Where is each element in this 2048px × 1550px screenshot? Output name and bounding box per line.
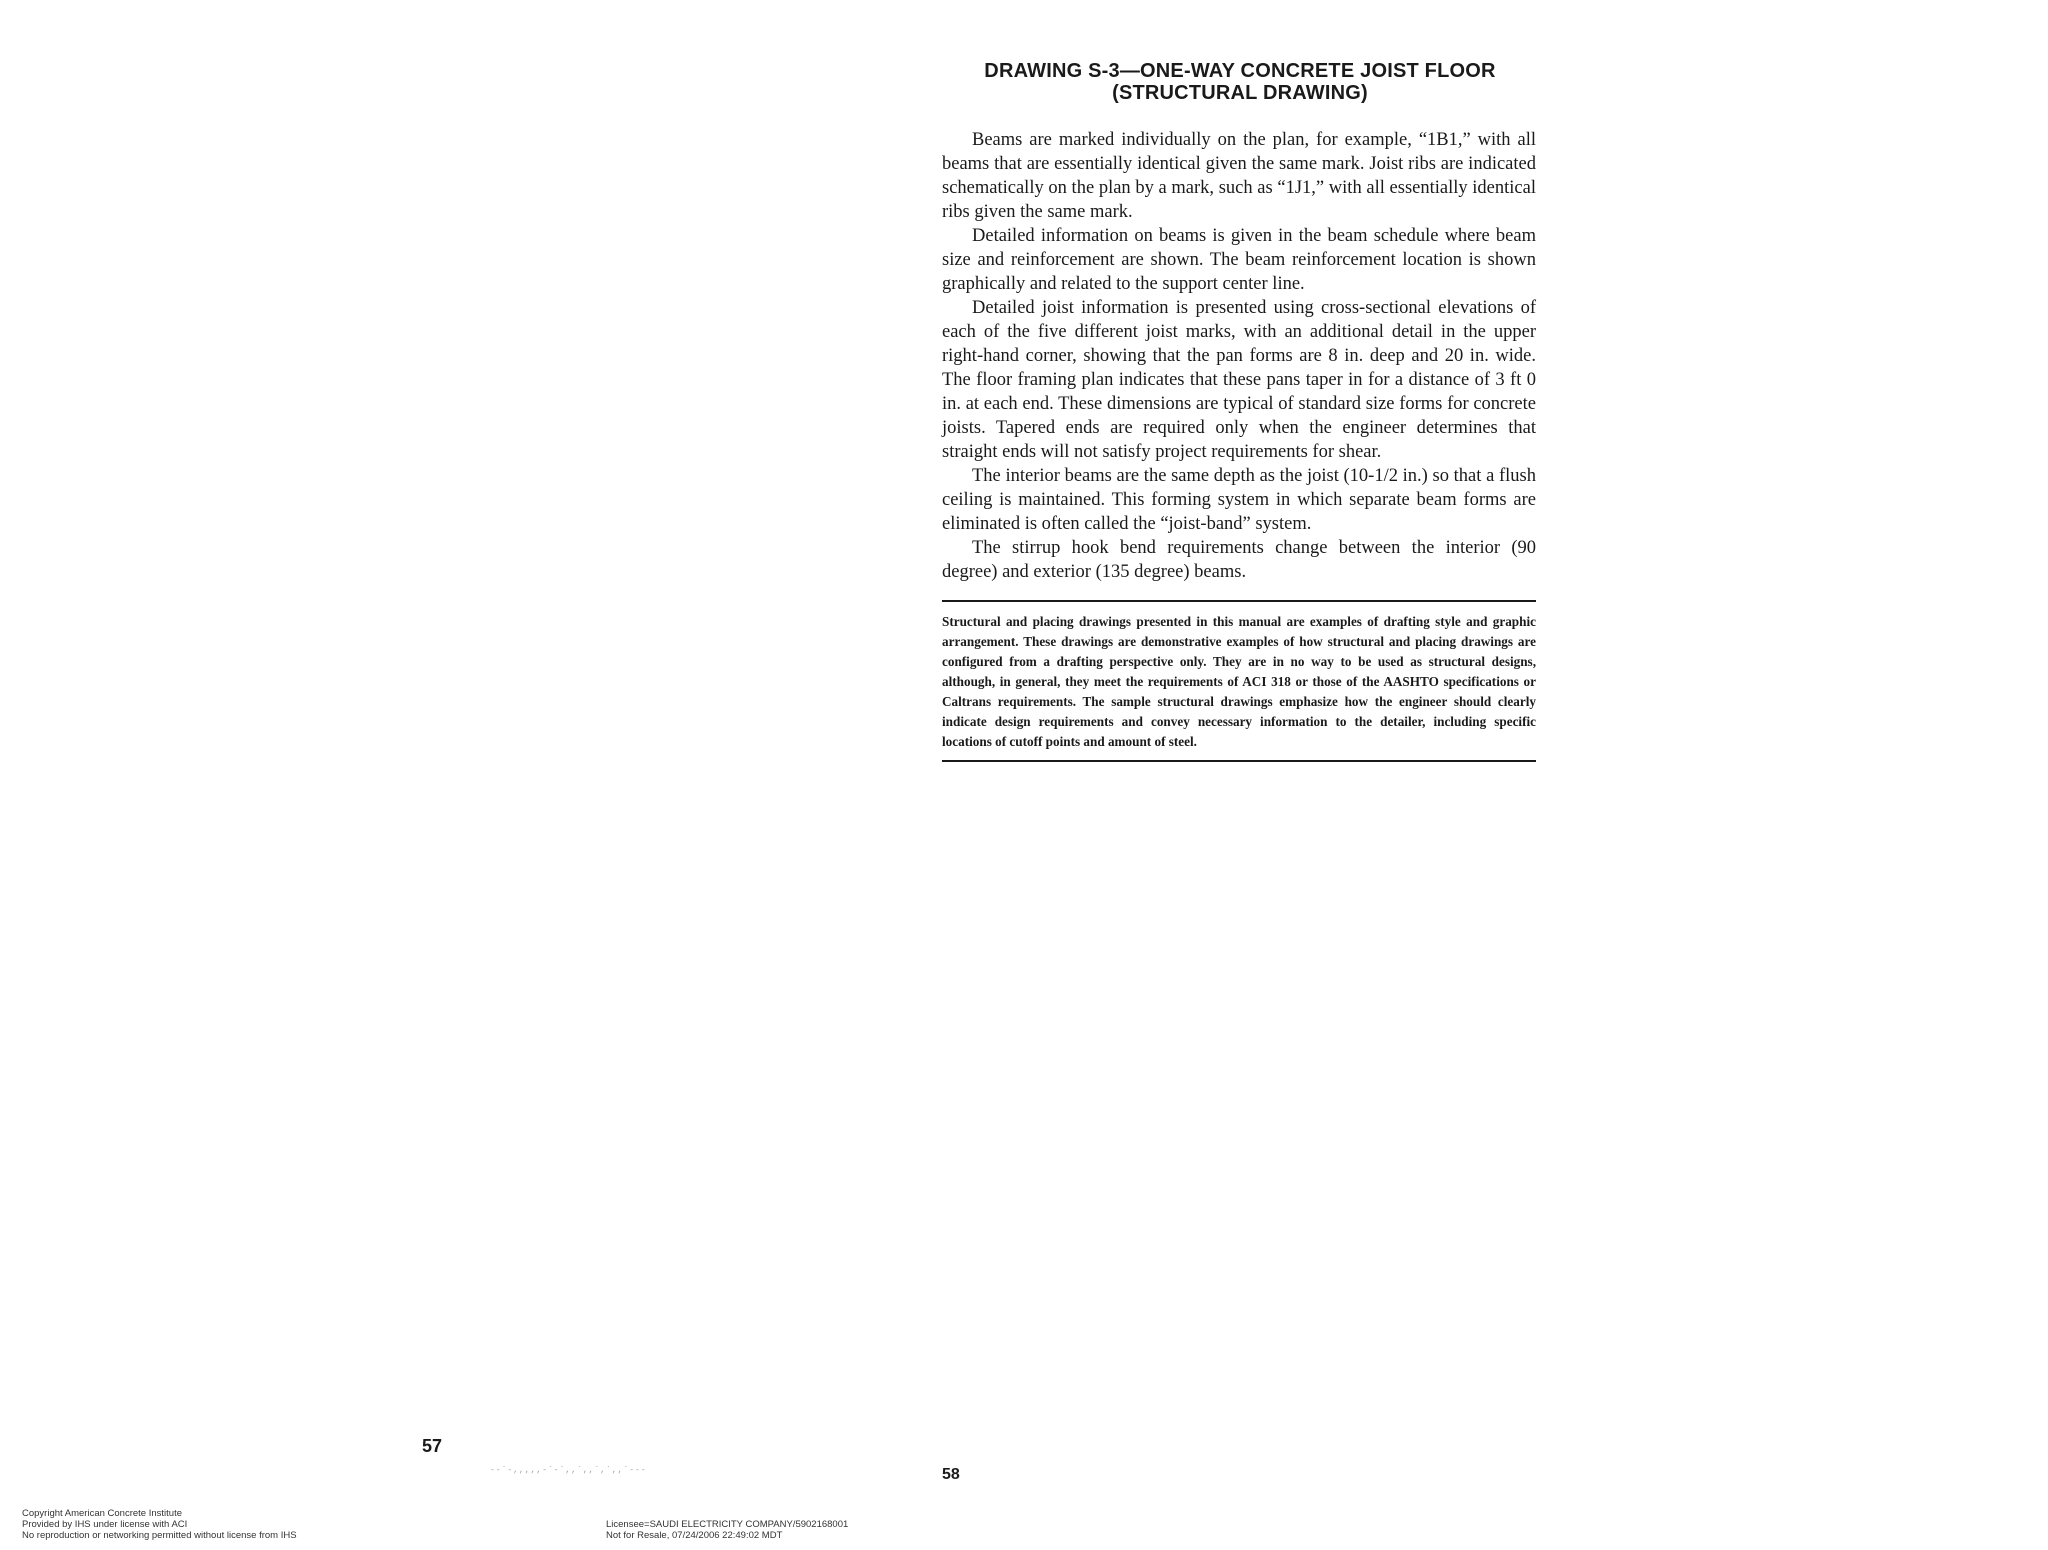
- paragraph: Detailed information on beams is given in the beam schedule where beam size and reinforcement are shown. The beam reinforcement location is shown graphically and related to the support center line.: [942, 226, 1536, 294]
- body-text: [942, 128, 1536, 584]
- paragraph: The interior beams are the same depth as the joist (10-1/2 in.) so that a flush ceiling is maintained. This forming system in which separate beam forms are eliminated is often called the “joist-band” system.: [942, 466, 1536, 534]
- paragraph: Beams are marked individually on the plan, for example, “1B1,” with all beams that are essentially identical given the same mark. Joist ribs are indicated schematically on the plan by a mark, such as “1J1,” with all essentially identical ribs given the same mark.: [942, 130, 1536, 222]
- footer-line: Licensee=SAUDI ELECTRICITY COMPANY/5902168001: [606, 1519, 849, 1530]
- paragraph: The stirrup hook bend requirements change between the interior (90 degree) and exterior (135 degree) beams.: [942, 538, 1536, 582]
- footer-line: No reproduction or networking permitted without license from IHS: [22, 1530, 297, 1541]
- drawing-heading: [940, 60, 1540, 104]
- scan-marks: --`-,,,,,-`-`,,`,,`,`,,`---: [490, 1466, 647, 1475]
- page-number-right: 58: [942, 1466, 960, 1483]
- page-number-left: 57: [422, 1436, 443, 1456]
- heading-line-1: DRAWING S-3—ONE-WAY CONCRETE JOIST FLOOR: [984, 60, 1496, 82]
- disclaimer-notice: Structural and placing drawings presented in this manual are examples of drafting style and graphic arrangement. These drawings are demonstrative examples of how structural and placing drawings are configured from a drafting perspective only. They are in no way to be used as structural designs, although, in general, they meet the requirements of ACI 318 or those of the AASHTO specifications or Caltrans requirements. The sample structural drawings emphasize how the engineer should clearly indicate design requirements and convey necessary information to the detailer, including specific locations of cutoff points and amount of steel.: [942, 600, 1536, 762]
- heading-line-2: (STRUCTURAL DRAWING): [1112, 82, 1368, 104]
- footer-line: Not for Resale, 07/24/2006 22:49:02 MDT: [606, 1530, 783, 1541]
- footer-line: Provided by IHS under license with ACI: [22, 1519, 188, 1530]
- paragraph: Detailed joist information is presented using cross-sectional elevations of each of the five different joist marks, with an additional detail in the upper right-hand corner, showing that the pan forms are 8 in. deep and 20 in. wide. The floor framing plan indicates that these pans taper in for a distance of 3 ft 0 in. at each end. These dimensions are typical of standard size forms for concrete joists. Tapered ends are required only when the engineer determines that straight ends will not satisfy project requirements for shear.: [942, 298, 1536, 462]
- footer-line: Copyright American Concrete Institute: [22, 1508, 182, 1519]
- copyright-footer: [22, 1508, 297, 1541]
- licensee-footer: [606, 1519, 848, 1541]
